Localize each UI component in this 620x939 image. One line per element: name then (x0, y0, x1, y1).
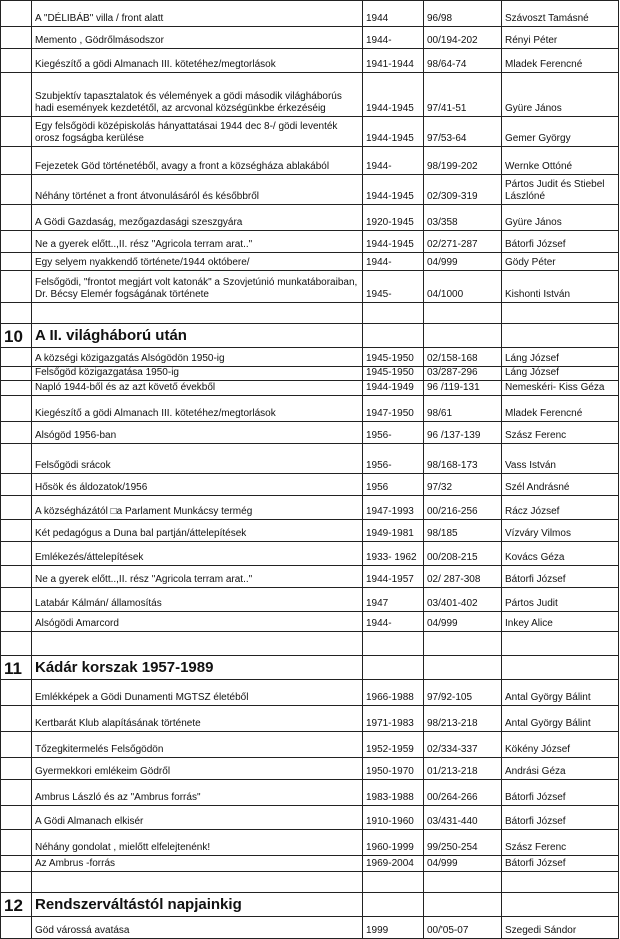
table-row (1, 117, 619, 147)
empty-cell (32, 632, 363, 656)
row-number-cell (1, 253, 32, 271)
entry-year: 1944-1945 (363, 117, 424, 147)
entry-year: 1945-1950 (363, 367, 424, 381)
entry-year: 1947-1993 (363, 496, 424, 520)
row-number-cell (1, 496, 32, 520)
table-row (1, 612, 619, 632)
row-number-cell (1, 588, 32, 612)
entry-title: A Gödi Gazdaság, mezőgazdasági szeszgyára (32, 205, 363, 231)
entry-title: Latabár Kálmán/ államosítás (32, 588, 363, 612)
entry-reference: 98/213-218 (424, 706, 502, 732)
section-title: A II. világháború után (32, 324, 363, 348)
entry-year: 1944-1945 (363, 175, 424, 205)
entry-author: Kishonti István (502, 271, 619, 303)
section-header-row (1, 893, 619, 917)
entry-year: 1947-1950 (363, 396, 424, 422)
table-row (1, 49, 619, 73)
entry-reference: 96 /137-139 (424, 422, 502, 444)
entry-reference: 98/64-74 (424, 49, 502, 73)
table-row (1, 566, 619, 588)
entry-year: 1945- (363, 271, 424, 303)
entry-title: Göd várossá avatása (32, 917, 363, 939)
empty-cell (424, 893, 502, 917)
entry-author: Szegedi Sándor (502, 917, 619, 939)
entry-reference: 02/ 287-308 (424, 566, 502, 588)
entry-title: Egy felsőgödi középiskolás hányattatásai 1944 dec 8-/ gödi leventék orosz fogságba kerülése (32, 117, 363, 147)
empty-cell (363, 872, 424, 893)
entry-year: 1983-1988 (363, 780, 424, 806)
empty-cell (32, 303, 363, 324)
entry-title: Az Ambrus -forrás (32, 856, 363, 872)
table-row (1, 1, 619, 27)
entry-year: 1944 (363, 1, 424, 27)
entry-reference: 03/287-296 (424, 367, 502, 381)
entry-title: Felsőgöd közigazgatása 1950-ig (32, 367, 363, 381)
entry-reference: 04/1000 (424, 271, 502, 303)
table-row (1, 732, 619, 758)
entry-author: Wernke Ottóné (502, 147, 619, 175)
entry-reference: 02/271-287 (424, 231, 502, 253)
entry-title: Alsógöd 1956-ban (32, 422, 363, 444)
table-row (1, 806, 619, 830)
empty-cell (424, 872, 502, 893)
entry-year: 1945-1950 (363, 348, 424, 367)
entry-reference: 97/41-51 (424, 73, 502, 117)
table-row (1, 175, 619, 205)
entry-title: Emlékképek a Gödi Dunamenti MGTSZ életéből (32, 680, 363, 706)
entry-year: 1920-1945 (363, 205, 424, 231)
row-number-cell (1, 73, 32, 117)
entry-title: Ne a gyerek előtt..,II. rész "Agricola terram arat.." (32, 566, 363, 588)
entry-author: Mladek Ferencné (502, 49, 619, 73)
entry-reference: 96/98 (424, 1, 502, 27)
row-number-cell (1, 117, 32, 147)
entry-year: 1956- (363, 444, 424, 474)
row-number-cell (1, 680, 32, 706)
table-row (1, 27, 619, 49)
table-row (1, 444, 619, 474)
entry-reference: 03/431-440 (424, 806, 502, 830)
entry-title: A községházától □a Parlament Munkácsy termég (32, 496, 363, 520)
table-row (1, 73, 619, 117)
entry-title: Néhány történet a front átvonulásáról és későbbről (32, 175, 363, 205)
row-number-cell (1, 917, 32, 939)
section-title: Rendszerváltástól napjainkig (32, 893, 363, 917)
entry-year: 1950-1970 (363, 758, 424, 780)
entry-title: Fejezetek Göd történetéből, avagy a front a községháza ablakából (32, 147, 363, 175)
section-number: 12 (1, 893, 32, 917)
entry-author: Szász Ferenc (502, 422, 619, 444)
empty-cell (363, 303, 424, 324)
entry-author: Gödy Péter (502, 253, 619, 271)
empty-cell (502, 303, 619, 324)
entry-year: 1971-1983 (363, 706, 424, 732)
entry-author: Nemeskéri- Kiss Géza (502, 381, 619, 396)
empty-cell (363, 632, 424, 656)
section-header-row (1, 656, 619, 680)
row-number-cell (1, 474, 32, 496)
entry-title: Tőzegkitermelés Felsőgödön (32, 732, 363, 758)
entry-reference: 98/61 (424, 396, 502, 422)
empty-cell (424, 632, 502, 656)
row-number-cell (1, 758, 32, 780)
empty-cell (502, 656, 619, 680)
entry-year: 1944-1945 (363, 231, 424, 253)
entry-reference: 98/168-173 (424, 444, 502, 474)
blank-row (1, 872, 619, 893)
entry-title: Alsógödi Amarcord (32, 612, 363, 632)
entry-author: Pártos Judit és Stiebel Lászlóné (502, 175, 619, 205)
entry-author: Kökény József (502, 732, 619, 758)
entry-year: 1969-2004 (363, 856, 424, 872)
empty-cell (424, 303, 502, 324)
row-number-cell (1, 381, 32, 396)
entry-year: 1949-1981 (363, 520, 424, 542)
table-row (1, 396, 619, 422)
row-number-cell (1, 205, 32, 231)
entry-reference: 99/250-254 (424, 830, 502, 856)
table-row (1, 381, 619, 396)
table-row (1, 856, 619, 872)
blank-row (1, 632, 619, 656)
entry-title: Két pedagógus a Duna bal partján/áttelepítések (32, 520, 363, 542)
entry-title: Kiegészítő a gödi Almanach III. kötetéhez/megtorlások (32, 49, 363, 73)
entry-year: 1944-1949 (363, 381, 424, 396)
entry-reference: 02/334-337 (424, 732, 502, 758)
entry-title: Napló 1944-ből és az azt követő évekből (32, 381, 363, 396)
entry-year: 1944-1957 (363, 566, 424, 588)
empty-cell (424, 656, 502, 680)
entry-reference: 01/213-218 (424, 758, 502, 780)
row-number-cell (1, 27, 32, 49)
row-number-cell (1, 780, 32, 806)
entry-reference: 02/158-168 (424, 348, 502, 367)
row-number-cell (1, 806, 32, 830)
row-number-cell (1, 856, 32, 872)
empty-cell (363, 324, 424, 348)
entry-reference: 00/194-202 (424, 27, 502, 49)
empty-cell (1, 872, 32, 893)
empty-cell (424, 324, 502, 348)
contents-rows (1, 1, 619, 939)
table-row (1, 542, 619, 566)
entry-author: Gemer György (502, 117, 619, 147)
entry-title: Emlékezés/áttelepítések (32, 542, 363, 566)
entry-reference: 97/53-64 (424, 117, 502, 147)
entry-author: Antal György Bálint (502, 680, 619, 706)
entry-reference: 00/216-256 (424, 496, 502, 520)
row-number-cell (1, 706, 32, 732)
row-number-cell (1, 1, 32, 27)
entry-reference: 98/185 (424, 520, 502, 542)
entry-author: Vízváry Vilmos (502, 520, 619, 542)
row-number-cell (1, 732, 32, 758)
entry-title: Kertbarát Klub alapításának története (32, 706, 363, 732)
section-title: Kádár korszak 1957-1989 (32, 656, 363, 680)
entry-year: 1944- (363, 27, 424, 49)
row-number-cell (1, 444, 32, 474)
table-row (1, 706, 619, 732)
entry-author: Mladek Ferencné (502, 396, 619, 422)
entry-title: Néhány gondolat , mielőtt elfelejtenénk! (32, 830, 363, 856)
table-row (1, 588, 619, 612)
entry-author: Szávoszt Tamásné (502, 1, 619, 27)
entry-title: Egy selyem nyakkendő története/1944 októbere/ (32, 253, 363, 271)
entry-author: Bátorfi József (502, 780, 619, 806)
entry-year: 1944-1945 (363, 73, 424, 117)
entry-author: Pártos Judit (502, 588, 619, 612)
entry-author: Inkey Alice (502, 612, 619, 632)
table-row (1, 271, 619, 303)
entry-reference: 97/32 (424, 474, 502, 496)
table-row (1, 780, 619, 806)
row-number-cell (1, 271, 32, 303)
entry-year: 1944- (363, 147, 424, 175)
entry-author: Andrási Géza (502, 758, 619, 780)
section-number: 11 (1, 656, 32, 680)
row-number-cell (1, 566, 32, 588)
entry-title: A Gödi Almanach elkisér (32, 806, 363, 830)
entry-author: Bátorfi József (502, 856, 619, 872)
entry-title: Memento , Gödrőlmásodszor (32, 27, 363, 49)
entry-reference: 00/'05-07 (424, 917, 502, 939)
table-row (1, 520, 619, 542)
table-row (1, 231, 619, 253)
table-row (1, 348, 619, 367)
entry-author: Rényi Péter (502, 27, 619, 49)
row-number-cell (1, 422, 32, 444)
table-row (1, 253, 619, 271)
table-row (1, 496, 619, 520)
entry-author: Szász Ferenc (502, 830, 619, 856)
entry-author: Bátorfi József (502, 566, 619, 588)
row-number-cell (1, 367, 32, 381)
empty-cell (502, 893, 619, 917)
entry-title: Ambrus László és az "Ambrus forrás" (32, 780, 363, 806)
entry-author: Rácz József (502, 496, 619, 520)
row-number-cell (1, 612, 32, 632)
entry-author: Antal György Bálint (502, 706, 619, 732)
entry-reference: 04/999 (424, 253, 502, 271)
row-number-cell (1, 396, 32, 422)
entry-author: Bátorfi József (502, 806, 619, 830)
entry-author: Szél Andrásné (502, 474, 619, 496)
section-number: 10 (1, 324, 32, 348)
row-number-cell (1, 147, 32, 175)
table-row (1, 830, 619, 856)
entry-year: 1944- (363, 612, 424, 632)
entry-year: 1947 (363, 588, 424, 612)
row-number-cell (1, 175, 32, 205)
entry-year: 1966-1988 (363, 680, 424, 706)
entry-reference: 98/199-202 (424, 147, 502, 175)
table-row (1, 680, 619, 706)
empty-cell (363, 893, 424, 917)
row-number-cell (1, 830, 32, 856)
row-number-cell (1, 348, 32, 367)
empty-cell (32, 872, 363, 893)
entry-year: 1999 (363, 917, 424, 939)
entry-author: Gyüre János (502, 205, 619, 231)
entry-year: 1956 (363, 474, 424, 496)
entry-year: 1944- (363, 253, 424, 271)
table-row (1, 147, 619, 175)
empty-cell (1, 632, 32, 656)
entry-title: A községi közigazgatás Alsógödön 1950-ig (32, 348, 363, 367)
empty-cell (363, 656, 424, 680)
empty-cell (1, 303, 32, 324)
entry-year: 1960-1999 (363, 830, 424, 856)
entry-author: Láng József (502, 367, 619, 381)
entry-year: 1910-1960 (363, 806, 424, 830)
table-row (1, 917, 619, 939)
table-row (1, 205, 619, 231)
entry-title: A "DÉLIBÁB" villa / front alatt (32, 1, 363, 27)
section-header-row (1, 324, 619, 348)
entry-author: Láng József (502, 348, 619, 367)
table-row (1, 422, 619, 444)
entry-title: Gyermekkori emlékeim Gödről (32, 758, 363, 780)
empty-cell (502, 872, 619, 893)
empty-cell (502, 632, 619, 656)
entry-title: Ne a gyerek előtt..,II. rész "Agricola terram arat.." (32, 231, 363, 253)
entry-author: Gyüre János (502, 73, 619, 117)
entry-author: Kovács Géza (502, 542, 619, 566)
row-number-cell (1, 231, 32, 253)
entry-year: 1933- 1962 (363, 542, 424, 566)
entry-year: 1941-1944 (363, 49, 424, 73)
entry-reference: 97/92-105 (424, 680, 502, 706)
entry-reference: 03/358 (424, 205, 502, 231)
entry-reference: 02/309-319 (424, 175, 502, 205)
blank-row (1, 303, 619, 324)
entry-reference: 03/401-402 (424, 588, 502, 612)
entry-title: Felsőgödi srácok (32, 444, 363, 474)
entry-title: Hősök és áldozatok/1956 (32, 474, 363, 496)
table-row (1, 367, 619, 381)
entry-title: Szubjektív tapasztalatok és vélemények a gödi második világháborús hadi események kezdetétől, az arcvonal községünkbe érkezéséig (32, 73, 363, 117)
entry-year: 1952-1959 (363, 732, 424, 758)
row-number-cell (1, 49, 32, 73)
entry-reference: 00/208-215 (424, 542, 502, 566)
entry-reference: 00/264-266 (424, 780, 502, 806)
entry-author: Vass István (502, 444, 619, 474)
entry-reference: 96 /119-131 (424, 381, 502, 396)
empty-cell (502, 324, 619, 348)
entry-author: Bátorfi József (502, 231, 619, 253)
entry-year: 1956- (363, 422, 424, 444)
table-row (1, 758, 619, 780)
row-number-cell (1, 542, 32, 566)
entry-reference: 04/999 (424, 612, 502, 632)
entry-reference: 04/999 (424, 856, 502, 872)
entry-title: Felsőgödi, "frontot megjárt volt katonák" a Szovjetúnió munkatáboraiban, Dr. Bécsy Elemér fogságának története (32, 271, 363, 303)
table-row (1, 474, 619, 496)
entry-title: Kiegészítő a gödi Almanach III. kötetéhez/megtorlások (32, 396, 363, 422)
row-number-cell (1, 520, 32, 542)
